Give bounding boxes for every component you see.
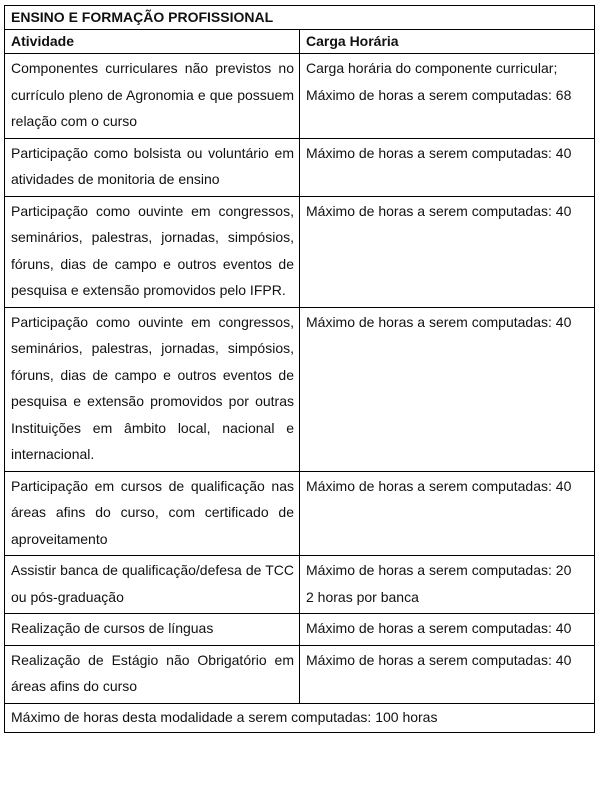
table-row — [5, 614, 595, 646]
hours-text: Máximo de horas a serem computadas: 68 — [306, 86, 572, 103]
header-row — [5, 30, 595, 54]
table-row — [5, 645, 595, 703]
activities-table — [4, 5, 595, 733]
hours-text: Máximo de horas a serem computadas: 20 — [306, 562, 572, 578]
footer-row — [5, 703, 595, 732]
hours-text: Máximo de horas a serem computadas: 40 — [306, 202, 572, 219]
table-row — [5, 307, 595, 471]
activity-cell: Componentes curriculares não previstos no currículo pleno de Agronomia e que possuem relação com o curso — [5, 54, 300, 139]
table-row — [5, 471, 595, 556]
hours-cell — [300, 196, 595, 307]
hours-text: 2 horas por banca — [306, 588, 419, 605]
activity-cell: Realização de cursos de línguas — [5, 614, 300, 646]
hours-text: Máximo de horas a serem computadas: 40 — [306, 620, 572, 636]
hours-text: Máximo de horas a serem computadas: 40 — [306, 477, 572, 494]
footer-total: Máximo de horas desta modalidade a serem computadas: 100 horas — [5, 703, 595, 732]
hours-text: Carga horária do componente curricular; — [306, 60, 558, 76]
table-row — [5, 196, 595, 307]
title-row — [5, 6, 595, 30]
hours-cell — [300, 471, 595, 556]
hours-cell — [300, 645, 595, 703]
activity-cell: Participação como bolsista ou voluntário em atividades de monitoria de ensino — [5, 138, 300, 196]
table-row — [5, 556, 595, 614]
activity-cell: Assistir banca de qualificação/defesa de TCC ou pós-graduação — [5, 556, 300, 614]
activity-cell: Participação como ouvinte em congressos, seminários, palestras, jornadas, simpósios, fóruns, dias de campo e outros eventos de pesquisa e extensão promovidos pelo IFPR. — [5, 196, 300, 307]
hours-cell — [300, 556, 595, 614]
hours-cell — [300, 307, 595, 471]
hours-cell — [300, 614, 595, 646]
hours-text: Máximo de horas a serem computadas: 40 — [306, 313, 572, 330]
hours-cell — [300, 54, 595, 139]
hours-cell — [300, 138, 595, 196]
hours-text: Máximo de horas a serem computadas: 40 — [306, 651, 572, 668]
table-row — [5, 138, 595, 196]
activity-cell: Participação em cursos de qualificação nas áreas afins do curso, com certificado de aproveitamento — [5, 471, 300, 556]
activity-cell: Participação como ouvinte em congressos, seminários, palestras, jornadas, simpósios, fóruns, dias de campo e outros eventos de pesquisa e extensão promovidos por outras Instituições em âmbito local, nacional e internacional. — [5, 307, 300, 471]
activity-cell: Realização de Estágio não Obrigatório em áreas afins do curso — [5, 645, 300, 703]
header-activity: Atividade — [5, 30, 300, 54]
section-title: ENSINO E FORMAÇÃO PROFISSIONAL — [5, 6, 595, 30]
header-hours: Carga Horária — [300, 30, 595, 54]
hours-text: Máximo de horas a serem computadas: 40 — [306, 144, 572, 161]
table-row — [5, 54, 595, 139]
